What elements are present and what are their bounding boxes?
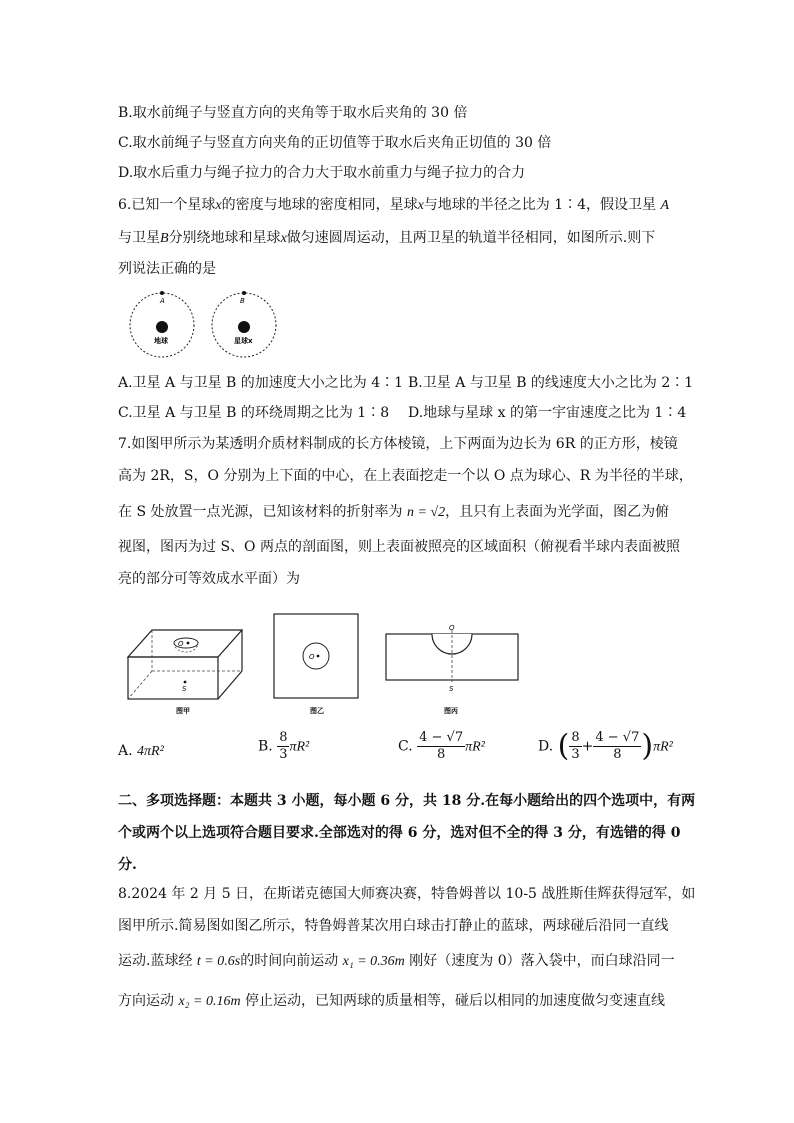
q7-figure-bing [382, 622, 522, 717]
q6-stem-line1: 6.已知一个星球x的密度与地球的密度相同，星球x与地球的半径之比为 1∶4，假设卫星 A [118, 197, 670, 213]
q7-stem-line3: 在 S 处放置一点光源，已知该材料的折射率为 n = √2，且只有上表面为光学面，图乙为俯 [118, 504, 670, 520]
satellite-a-dot [160, 291, 164, 295]
section2-line3: 分. [118, 857, 137, 873]
fig-bing-point-s: S [449, 685, 454, 693]
q7-figure-yi [272, 612, 360, 717]
q6-option-a: A.卫星 A 与卫星 B 的加速度大小之比为 4∶1 [118, 375, 404, 391]
planet-x-label: 星球x [234, 337, 253, 345]
q8-line3: 运动.蓝球经 t = 0.6s的时间向前运动 x₁ = 0.36m 刚好（速度为 0）落入袋中，而白球沿同一 [118, 953, 675, 969]
q6-option-b: B.卫星 A 与卫星 B 的线速度大小之比为 2∶1 [408, 375, 694, 391]
fig-jia-label: 图甲 [176, 707, 190, 715]
satellite-a-label: A [160, 297, 165, 305]
q6-stem-line2: 与卫星B分别绕地球和星球x做匀速圆周运动，且两卫星的轨道半径相同，如图所示.则下 [118, 230, 656, 246]
q5-option-d: D.取水后重力与绳子拉力的合力大于取水前重力与绳子拉力的合力 [118, 165, 526, 181]
q7-stem-line5: 亮的部分可等效成水平面）为 [118, 571, 300, 587]
fig-jia-point-o: O [178, 640, 184, 648]
q7-option-a: A. 4πR² [118, 743, 164, 759]
fig-yi-label: 图乙 [310, 707, 324, 715]
q6-figure [125, 288, 285, 360]
fig-bing-point-o: O [449, 624, 455, 632]
q7-figure-jia [124, 625, 252, 717]
fig-bing-label: 图丙 [444, 707, 458, 715]
planet-x-dot [238, 321, 250, 333]
section2-line1: 二、多项选择题：本题共 3 小题，每小题 6 分，共 18 分.在每小题给出的四个选项中，有两 [118, 793, 696, 809]
fig-jia-point-s: S [182, 685, 187, 693]
q7-stem-line2: 高为 2R，S，O 分别为上下面的中心，在上表面挖走一个以 O 点为球心、R 为半径的半球， [118, 468, 693, 484]
q6-option-d: D.地球与星球 x 的第一宇宙速度之比为 1∶4 [408, 405, 687, 421]
satellite-b-label: B [240, 297, 245, 305]
q6-stem-line3: 列说法正确的是 [118, 261, 216, 277]
satellite-b-dot [242, 291, 246, 295]
q7-stem-line1: 7.如图甲所示为某透明介质材料制成的长方体棱镜，上下两面为边长为 6R 的正方形，棱镜 [118, 436, 678, 452]
q8-line4: 方向运动 x₂ = 0.16m 停止运动，已知两球的质量相等，碰后以相同的加速度做匀变速直线 [118, 993, 666, 1009]
q7-stem-line4: 视图，图丙为过 S、O 两点的剖面图，则上表面被照亮的区域面积（俯视看半球内表面被照 [118, 539, 680, 555]
fig-yi-point-o: O [309, 653, 315, 661]
q7-option-b: B. $\frac{8}{3}$ πR² [258, 730, 310, 762]
q7-option-c: C. $\frac{4 - √7}{8}$ πR² [398, 730, 485, 762]
earth-dot [156, 321, 168, 333]
section2-line2: 个或两个以上选项符合题目要求.全部选对的得 6 分，选对但不全的得 3 分，有选错的得 0 [118, 825, 681, 841]
q6-option-c: C.卫星 A 与卫星 B 的环绕周期之比为 1∶8 [118, 405, 390, 421]
q8-line2: 图甲所示.简易图如图乙所示，特鲁姆普某次用白球击打静止的蓝球，两球碰后沿同一直线 [118, 918, 669, 934]
earth-label: 地球 [154, 337, 168, 345]
q5-option-c: C.取水前绳子与竖直方向夹角的正切值等于取水后夹角正切值的 30 倍 [118, 135, 552, 151]
q8-line1: 8.2024 年 2 月 5 日，在斯诺克德国大师赛决赛，特鲁姆普以 10-5 战胜斯佳辉获得冠军，如 [118, 886, 696, 902]
q7-option-d: D. ( $\frac{8}{3}$ + $\frac{4 - √7}{8}$ )πR² [538, 728, 673, 764]
q5-option-b: B.取水前绳子与竖直方向的夹角等于取水后夹角的 30 倍 [118, 105, 468, 121]
